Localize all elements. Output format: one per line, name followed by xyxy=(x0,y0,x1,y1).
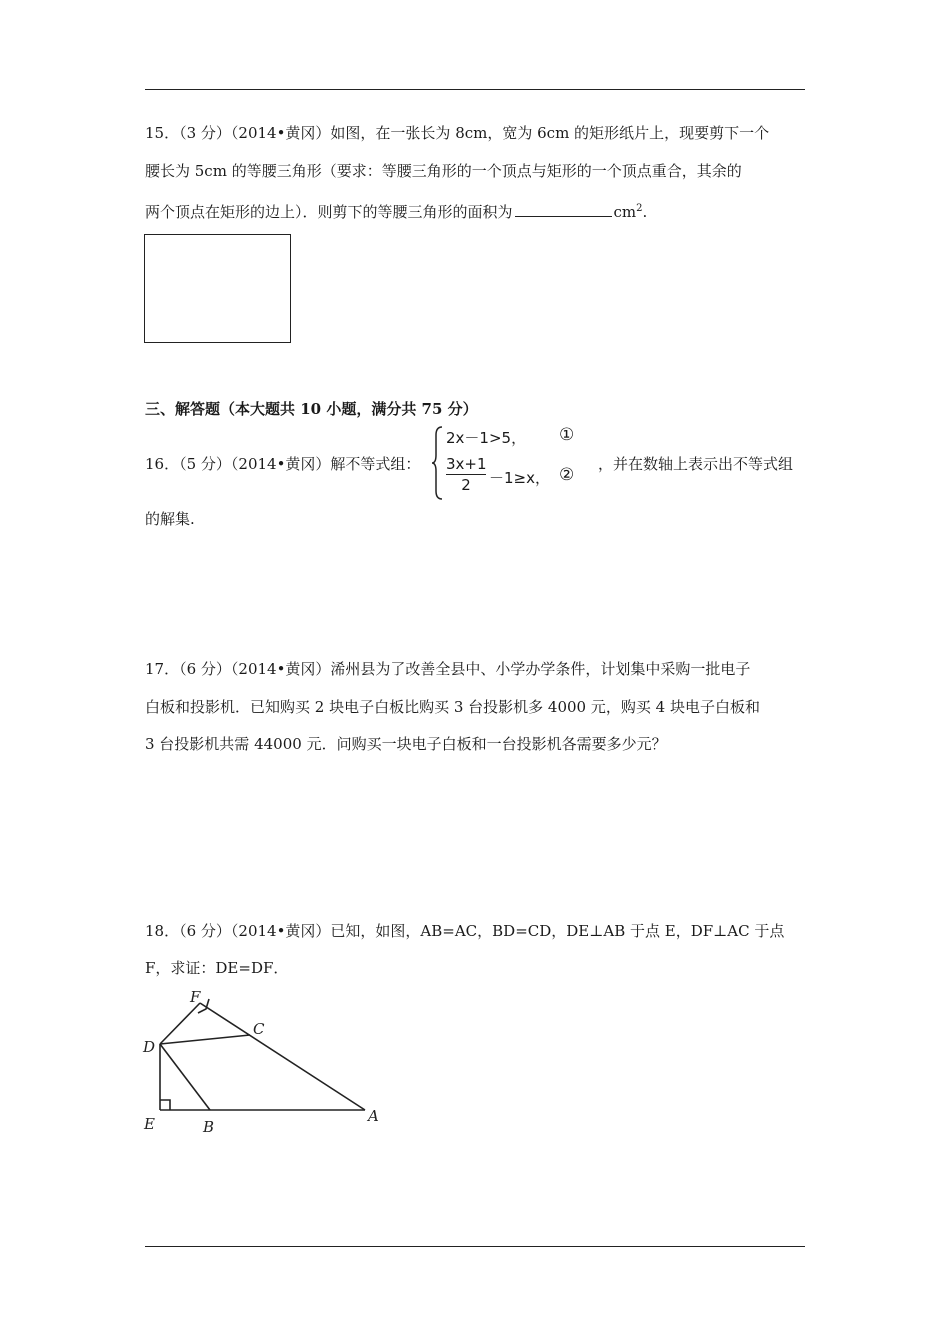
fraction-bar xyxy=(446,474,486,475)
segment-DF xyxy=(160,1003,200,1044)
circled-2: ② xyxy=(559,465,575,485)
label-D: D xyxy=(143,1038,156,1056)
q17-line3: 3 台投影机共需 44000 元．问购买一块电子白板和一台投影机各需要多少元？ xyxy=(145,735,667,753)
segment-FA xyxy=(200,1003,365,1110)
rectangle-figure xyxy=(144,234,291,343)
inequality-2-rest: －1≥x， xyxy=(489,469,550,487)
q15-unit-exponent: 2 xyxy=(636,203,643,214)
right-angle-E xyxy=(160,1100,170,1110)
segment-DC xyxy=(160,1035,250,1044)
header-rule xyxy=(145,89,805,90)
q15-line3-text: 两个顶点在矩形的边上）．则剪下的等腰三角形的面积为 xyxy=(145,203,513,221)
q15-line1: 15．（3 分）（2014•黄冈）如图，在一张长为 8cm，宽为 6cm 的矩形纸片上，现要剪下一个 xyxy=(145,124,770,142)
fraction xyxy=(446,455,486,494)
q17-line2: 白板和投影机．已知购买 2 块电子白板比购买 3 台投影机多 4000 元，购买 4 块电子白板和 xyxy=(145,698,760,716)
q17-line1: 17．（6 分）（2014•黄冈）浠州县为了改善全县中、小学办学条件，计划集中采购一批电子 xyxy=(145,660,751,678)
triangle-geometry-figure xyxy=(140,988,390,1138)
label-F: F xyxy=(190,988,201,1006)
label-B: B xyxy=(203,1118,215,1136)
footer-rule xyxy=(145,1246,805,1247)
q16-prefix: 16．（5 分）（2014•黄冈）解不等式组： xyxy=(145,455,421,473)
label-E: E xyxy=(144,1115,155,1133)
fraction-denominator: 2 xyxy=(461,476,471,494)
q15-line3 xyxy=(145,199,647,222)
q15-unit: cm xyxy=(613,203,637,221)
q18-line2: F，求证：DE=DF． xyxy=(145,959,289,977)
q16-suffix: ，并在数轴上表示出不等式组 xyxy=(598,455,794,473)
inequality-1: 2x－1>5， xyxy=(446,429,527,447)
left-brace-icon xyxy=(432,425,444,501)
answer-blank[interactable] xyxy=(515,202,612,217)
q15-line2: 腰长为 5cm 的等腰三角形（要求：等腰三角形的一个顶点与矩形的一个顶点重合，其余的 xyxy=(145,162,742,180)
inequality-system xyxy=(432,425,602,501)
q15-period: . xyxy=(642,203,648,221)
label-C: C xyxy=(253,1020,265,1038)
label-A: A xyxy=(368,1107,379,1125)
circled-1: ① xyxy=(559,425,575,445)
q18-line1: 18．（6 分）（2014•黄冈）已知，如图，AB=AC，BD=CD，DE⊥AB 于点 E，DF⊥AC 于点 xyxy=(145,922,785,940)
section-title: 三、解答题（本大题共 10 小题，满分共 75 分） xyxy=(145,400,478,418)
q16-line2: 的解集. xyxy=(145,510,195,528)
fraction-numerator: 3x+1 xyxy=(446,455,487,473)
